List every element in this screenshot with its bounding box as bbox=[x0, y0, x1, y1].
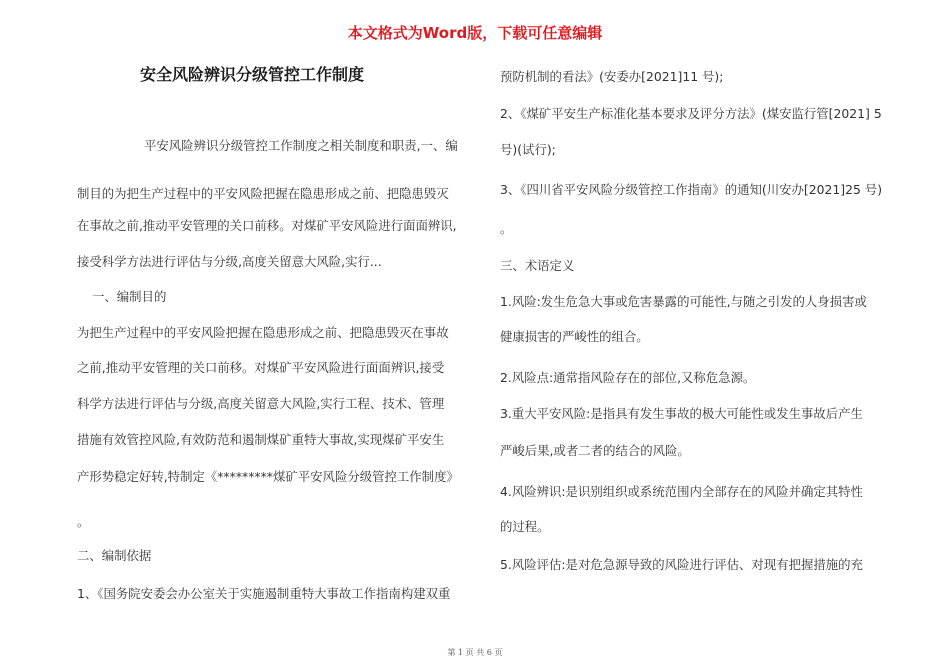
right-column-line: 4.风险辨识:是识别组织或系统范围内全部存在的风险并确定其特性 bbox=[500, 484, 863, 499]
word-format-banner: 本文格式为Word版，下载可任意编辑 bbox=[347, 24, 603, 42]
right-column-line: 的过程。 bbox=[500, 519, 550, 534]
left-column-line: 在事故之前,推动平安管理的关口前移。对煤矿平安风险进行面面辨识, bbox=[77, 218, 457, 233]
left-column-line: 平安风险辨识分级管控工作制度之相关制度和职责,一、编 bbox=[144, 138, 458, 153]
right-column-line: 严峻后果,或者二者的结合的风险。 bbox=[500, 443, 690, 458]
right-column-line: 三、术语定义 bbox=[500, 258, 575, 273]
left-column-line: 二、编制依据 bbox=[77, 548, 152, 563]
left-column-line: 为把生产过程中的平安风险把握在隐患形成之前、把隐患毁灭在事故 bbox=[77, 325, 449, 340]
right-column-line: 1.风险:发生危急大事或危害暴露的可能性,与随之引发的人身损害或 bbox=[500, 294, 867, 309]
left-column-line: 科学方法进行评估与分级,高度关留意大风险,实行工程、技术、管理 bbox=[77, 396, 445, 411]
right-column-line: 2.风险点:通常指风险存在的部位,又称危急源。 bbox=[500, 370, 756, 385]
right-column-line: 3、《四川省平安风险分级管控工作指南》的通知(川安办[2021]25 号) bbox=[500, 182, 883, 197]
right-column-line: 。 bbox=[500, 221, 513, 236]
right-column-line: 号)(试行); bbox=[500, 142, 556, 157]
left-column-line: 措施有效管控风险,有效防范和遏制煤矿重特大事故,实现煤矿平安生 bbox=[77, 432, 445, 447]
page-footer: 第 1 页 共 6 页 bbox=[447, 648, 503, 657]
right-column-line: 预防机制的看法》(安委办[2021]11 号); bbox=[500, 69, 724, 84]
right-column-line: 健康损害的严峻性的组合。 bbox=[500, 329, 649, 344]
left-column-line: 产形势稳定好转,特制定《*********煤矿平安风险分级管控工作制度》 bbox=[77, 469, 459, 484]
document-title: 安全风险辨识分级管控工作制度 bbox=[140, 65, 365, 84]
right-column-line: 2、《煤矿平安生产标准化基本要求及评分方法》(煤安监行管[2021] 5 bbox=[500, 106, 882, 121]
left-column-line: 。 bbox=[77, 514, 90, 529]
left-column-line: 之前,推动平安管理的关口前移。对煤矿平安风险进行面面辨识,接受 bbox=[77, 360, 445, 375]
left-column-line: 1、《国务院安委会办公室关于实施遏制重特大事故工作指南构建双重 bbox=[77, 586, 451, 601]
right-column-line: 5.风险评估:是对危急源导致的风险进行评估、对现有把握措施的充 bbox=[500, 557, 863, 572]
left-column-line: 一、编制目的 bbox=[92, 289, 167, 304]
right-column-line: 3.重大平安风险:是指具有发生事故的极大可能性或发生事故后产生 bbox=[500, 406, 863, 421]
left-column-line: 制目的为把生产过程中的平安风险把握在隐患形成之前、把隐患毁灭 bbox=[77, 186, 449, 201]
left-column-line: 接受科学方法进行评估与分级,高度关留意大风险,实行... bbox=[77, 254, 382, 269]
